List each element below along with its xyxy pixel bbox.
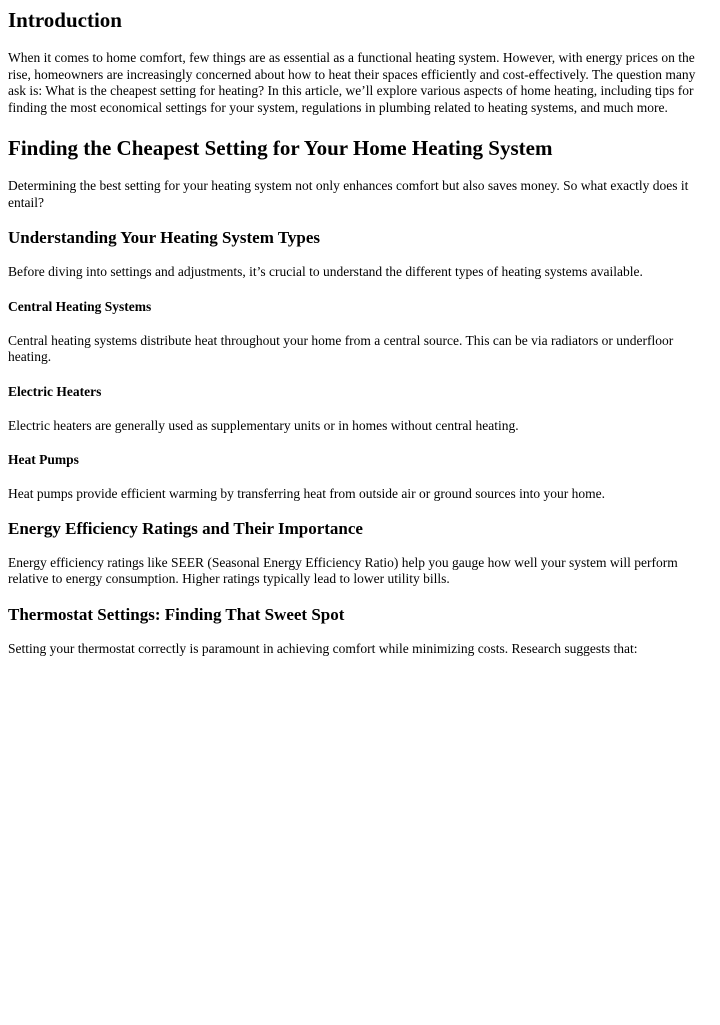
introduction-heading: Introduction [8,8,122,32]
system-types-paragraph: Before diving into settings and adjustments, it’s crucial to understand the different types of heating systems available. [8,264,643,279]
electric-heaters-heading: Electric Heaters [8,383,102,399]
thermostat-paragraph: Setting your thermostat correctly is paramount in achieving comfort while minimizing costs. Research suggests that: [8,640,638,656]
heat-pumps-heading: Heat Pumps [8,452,79,467]
cheapest-setting-paragraph: Determining the best setting for your heating system not only enhances comfort but also saves money. So what exactly does it entail? [8,178,689,210]
electric-heaters-paragraph: Electric heaters are generally used as supplementary units or in homes without central heating. [8,417,519,433]
cheapest-setting-heading: Finding the Cheapest Setting for Your Home Heating System [8,136,553,160]
system-types-heading: Understanding Your Heating System Types [8,228,321,247]
efficiency-ratings-heading: Energy Efficiency Ratings and Their Importance [8,518,363,538]
heat-pumps-paragraph: Heat pumps provide efficient warming by transferring heat from outside air or ground sources into your home. [8,486,605,501]
efficiency-ratings-paragraph: Energy efficiency ratings like SEER (Seasonal Energy Efficiency Ratio) help you gauge how well your system will perform relative to energy consumption. Higher ratings typically lead to lower utility bills. [8,554,678,586]
thermostat-heading: Thermostat Settings: Finding That Sweet Spot [8,604,345,624]
introduction-paragraph: When it comes to home comfort, few things are as essential as a functional heating system. However, with energy prices on the rise, homeowners are increasingly concerned about how to heat their spaces efficiently and cost-effectively. The question many ask is: What is the cheapest setting for heating? In this article, we’ll explore various aspects of home heating, including tips for finding the most economical settings for your system, regulations in plumbing related to heating systems, and much more. [8,50,696,115]
article [0,8,720,657]
central-heating-heading: Central Heating Systems [8,298,152,314]
central-heating-paragraph: Central heating systems distribute heat throughout your home from a central source. This can be via radiators or underfloor heating. [8,332,674,364]
